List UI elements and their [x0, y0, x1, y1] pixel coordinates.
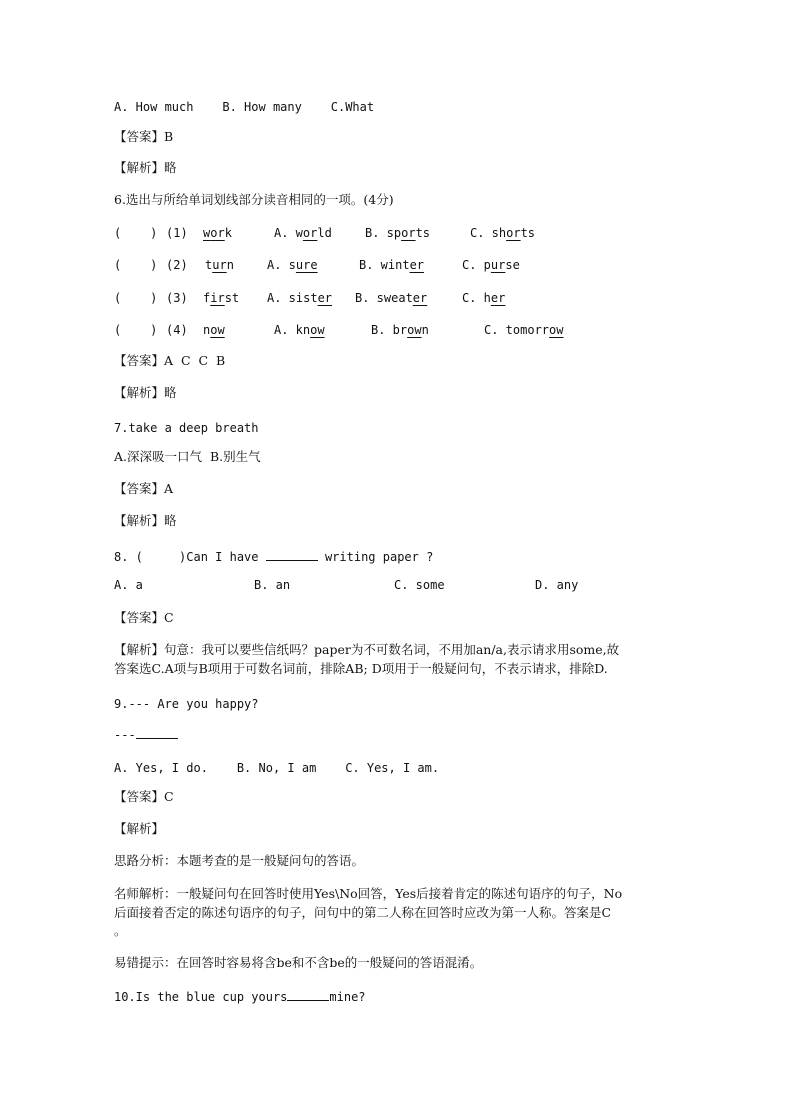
q6-row1-option-c: C. shorts	[470, 226, 536, 240]
q8-option-a: A. a	[114, 578, 143, 592]
q6-row1-paren: ( )	[114, 226, 158, 240]
q10-blank	[287, 988, 329, 1001]
q8-analysis-line1: 【解析】句意：我可以要些信纸吗？paper为不可数名词，不用加an/a,表示请求用some,故	[114, 642, 620, 657]
q9-reply: ---	[114, 726, 178, 744]
q6-row1-num: (1)	[166, 226, 188, 240]
q7-analysis: 【解析】略	[114, 513, 177, 528]
q6-answer: 【答案】A C C B	[114, 353, 226, 368]
q6-row3-option-b: B. sweater	[355, 291, 428, 305]
q10-question: 10.Is the blue cup yours mine?	[114, 990, 366, 1004]
q9-analysis-2-line2: 后面接着否定的陈述句语序的句子，问句中的第二人称在回答时应改为第一人称。答案是C	[114, 905, 612, 920]
q8-question: 8. ( )Can I have writing paper ?	[114, 550, 434, 564]
q9-analysis-label: 【解析】	[114, 821, 165, 836]
q6-row4-paren: ( )	[114, 323, 158, 337]
q6-row4-option-c: C. tomorrow	[484, 323, 564, 337]
q5-analysis: 【解析】略	[114, 160, 177, 175]
q6-row4-num: (4)	[166, 323, 188, 337]
q6-row1-option-a: A. world	[274, 226, 332, 240]
q8-answer: 【答案】C	[114, 610, 174, 625]
q9-analysis-2-line3: 。	[114, 923, 127, 938]
q5-options: A. How much B. How many C.What	[114, 100, 375, 114]
q7-answer: 【答案】A	[114, 481, 174, 496]
q8-option-d: D. any	[535, 578, 579, 592]
q6-title: 6.选出与所给单词划线部分读音相同的一项。(4分)	[114, 192, 394, 207]
q6-row3-num: (3)	[166, 291, 188, 305]
q6-row1-option-b: B. sports	[365, 226, 431, 240]
q6-row2-option-a: A. sure	[267, 258, 318, 272]
q8-option-c: C. some	[394, 578, 445, 592]
q6-row2-option-c: C. purse	[462, 258, 520, 272]
q9-blank	[136, 726, 178, 739]
q6-row4-word: now	[203, 323, 225, 337]
q5-answer: 【答案】B	[114, 129, 174, 144]
q6-row3-word: first	[203, 291, 240, 305]
q9-analysis-2-line1: 名师解析：一般疑问句在回答时使用Yes\No回答，Yes后接着肯定的陈述句语序的句子，No	[114, 886, 623, 901]
q6-row4-option-b: B. brown	[371, 323, 429, 337]
q7-options: A.深深吸一口气 B.别生气	[114, 449, 261, 464]
q6-analysis: 【解析】略	[114, 385, 177, 400]
q9-analysis-1: 思路分析：本题考查的是一般疑问句的答语。	[114, 853, 365, 868]
q9-analysis-3: 易错提示：在回答时容易将含be和不含be的一般疑问的答语混淆。	[114, 955, 483, 970]
q8-blank	[266, 548, 318, 561]
q9-answer: 【答案】C	[114, 789, 174, 804]
q9-options: A. Yes, I do. B. No, I am C. Yes, I am.	[114, 761, 440, 775]
q6-row3-paren: ( )	[114, 291, 158, 305]
q6-row4-option-a: A. know	[274, 323, 325, 337]
q8-option-b: B. an	[254, 578, 291, 592]
q6-row2-word: turn	[205, 258, 234, 272]
q9-title: 9.--- Are you happy?	[114, 697, 259, 711]
q6-row1-word: work	[203, 226, 232, 240]
q7-title: 7.take a deep breath	[114, 421, 259, 435]
q8-analysis-line2: 答案选C.A项与B项用于可数名词前，排除AB; D项用于一般疑问句，不表示请求，排除D.	[114, 661, 608, 676]
q6-row2-paren: ( )	[114, 258, 158, 272]
q6-row3-option-c: C. her	[462, 291, 506, 305]
q6-row2-num: (2)	[166, 258, 188, 272]
q6-row3-option-a: A. sister	[267, 291, 333, 305]
q6-row2-option-b: B. winter	[359, 258, 425, 272]
